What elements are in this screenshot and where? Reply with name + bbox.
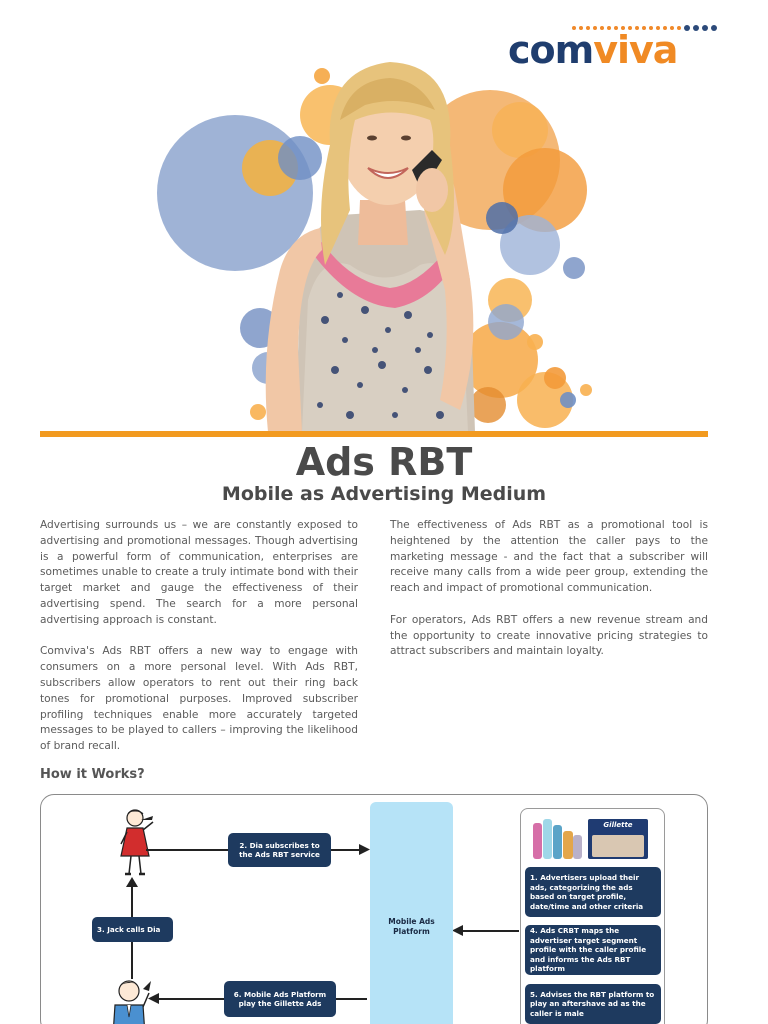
paragraph: Advertising surrounds us – we are constantly exposed to advertising and promotional messages. Though advertising is a powerful form of communication, enterprises are sometimes unable to create a truly intimate bond with their target market and gauge the effectiveness of their advertising spend. The search for a more personal advertising approach is constant. [40, 519, 358, 626]
mobile-ads-platform [370, 802, 453, 1024]
arrow-head-left [452, 925, 463, 936]
woman-figure-icon [119, 808, 159, 880]
connector-line [459, 930, 519, 932]
right-column [390, 518, 708, 676]
step-5-box: 5. Advises the RBT platform to play an aftershave ad as the caller is male [525, 984, 661, 1024]
gillette-ad-image [588, 819, 648, 859]
how-it-works-heading: How it Works? [40, 767, 145, 782]
page-title: Ads RBT [295, 440, 473, 484]
page-subtitle: Mobile as Advertising Medium [221, 483, 547, 505]
arrow-head-left [148, 993, 159, 1004]
paragraph: For operators, Ads RBT offers a new revenue stream and the opportunity to create innovative pricing strategies to attract subscribers and maintain loyalty. [390, 613, 708, 658]
gillette-ad-label: Gillette [603, 821, 633, 829]
paragraph: The effectiveness of Ads RBT as a promotional tool is heightened by the attention the caller pays to the marketing message - and the fact that a subscriber will receive many calls from a wide peer group, extending the reach and impact of promotional communication. [390, 519, 708, 595]
step-4-box: 4. Ads CRBT maps the advertiser target segment profile with the caller profile and informs the Ads RBT platform [525, 925, 661, 975]
platform-label: Mobile Ads Platform [388, 917, 435, 936]
advertiser-panel [520, 808, 665, 1024]
step-3-box: 3. Jack calls Dia [92, 917, 173, 942]
arrow-head-up [126, 877, 138, 887]
hero-illustration [150, 50, 610, 432]
arrow-head-right [359, 844, 370, 855]
step-2-box: 2. Dia subscribes to the Ads RBT service [228, 833, 331, 867]
hero-image [150, 50, 610, 432]
how-it-works-diagram [40, 794, 708, 1024]
ad-photo [592, 835, 644, 857]
step-6-box: 6. Mobile Ads Platform play the Gillette Ads [224, 981, 336, 1017]
orange-divider [40, 431, 708, 437]
man-figure-icon [107, 977, 153, 1024]
logo-part-2: viva [593, 28, 678, 72]
logo-part-1: com [508, 28, 594, 72]
product-bottles-icon [529, 815, 585, 861]
paragraph: Comviva's Ads RBT offers a new way to engage with consumers on a more personal level. With Ads RBT, subscribers allow operators to rent out their ring back tones for promotional purposes. Improved subscriber profiling techniques enable more accurately targeted messages to be played to callers – improving the likelihood of brand recall. [40, 645, 358, 753]
step-1-box: 1. Advertisers upload their ads, categorizing the ads based on target profile, date/time and other criteria [525, 867, 661, 917]
left-column [40, 518, 358, 771]
